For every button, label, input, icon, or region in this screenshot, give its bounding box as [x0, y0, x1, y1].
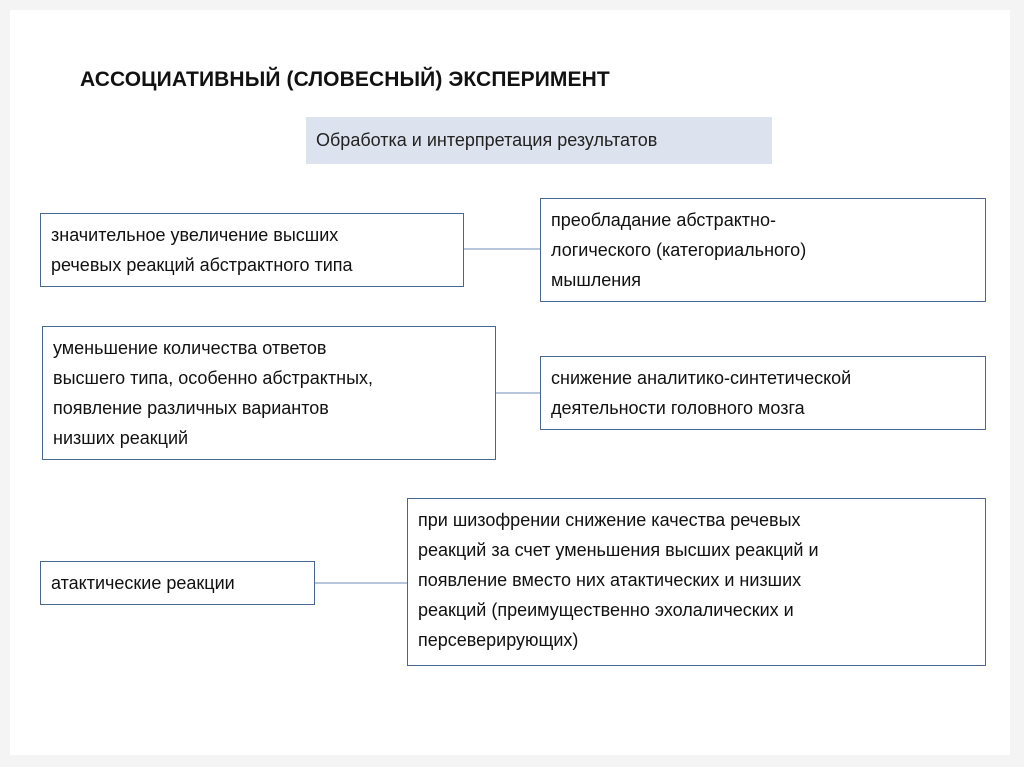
box-row-3-right: [407, 498, 986, 666]
box-text-line: уменьшение количества ответов: [53, 338, 327, 358]
box-text-line: атактические реакции: [51, 573, 235, 593]
box-text-line: мышления: [551, 270, 642, 290]
box-text-line: значительное увеличение высших: [51, 225, 339, 245]
box-row-2-left: [42, 326, 496, 460]
slide: [10, 10, 1010, 755]
box-text-line: преобладание абстрактно-: [551, 210, 776, 230]
box-text-line: логического (категориального): [551, 240, 807, 260]
box-text-line: низших реакций: [53, 428, 189, 448]
box-row-2-right: [540, 356, 986, 430]
box-row-3-left: [40, 561, 315, 605]
box-text-line: деятельности головного мозга: [551, 398, 805, 418]
box-text-line: появление вместо них атактических и низших: [418, 570, 802, 590]
box-row-1-right: [540, 198, 986, 302]
box-text-line: реакций (преимущественно эхолалических и: [418, 600, 794, 620]
box-text-line: при шизофрении снижение качества речевых: [418, 510, 801, 530]
box-row-1-left: [40, 213, 464, 287]
box-text-line: высшего типа, особенно абстрактных,: [53, 368, 374, 388]
box-text-line: персеверирующих): [418, 630, 579, 650]
box-text-line: появление различных вариантов: [53, 398, 329, 418]
box-text-line: речевых реакций абстрактного типа: [51, 255, 353, 275]
box-text-line: реакций за счет уменьшения высших реакций и: [418, 540, 819, 560]
subtitle-box: Обработка и интерпретация результатов: [306, 117, 772, 164]
box-text-line: снижение аналитико-синтетической: [551, 368, 852, 388]
page-title: АССОЦИАТИВНЫЙ (СЛОВЕСНЫЙ) ЭКСПЕРИМЕНТ: [80, 68, 610, 91]
